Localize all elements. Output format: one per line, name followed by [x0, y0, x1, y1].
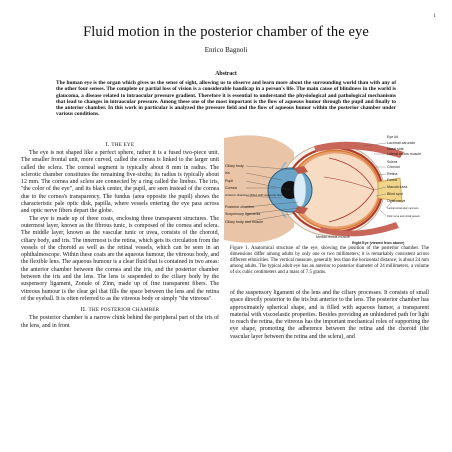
label-pupil: Pupil: [225, 179, 233, 183]
label-iris: Iris: [225, 171, 230, 175]
label-ciliary-body-muscle: Ciliary body and muscle: [225, 220, 264, 224]
label-choroid: Choroid: [387, 165, 400, 169]
label-lacrimal-caruncle: Lacrimal caruncle: [387, 141, 416, 145]
left-column: [21, 140, 219, 330]
section-numeral: I.: [105, 142, 110, 148]
section-title: THE EYE: [111, 142, 135, 148]
section-numeral: II.: [80, 307, 87, 314]
label-optic-nerve-vessels: [387, 215, 420, 218]
label-suspensory-ligaments: Suspensory ligaments: [225, 212, 261, 216]
label-fovea: Fovea: [387, 178, 397, 182]
label-medial-rectus: Medial rectus muscle: [316, 235, 350, 239]
eye-anatomy-figure: [224, 132, 434, 246]
label-blind-spot: Blind spot: [387, 192, 403, 196]
abstract-heading: Abstract: [215, 71, 237, 77]
label-right-eye-view: Right Eye (viewed from above): [352, 241, 405, 245]
label-central-retinal-artery: [387, 207, 419, 210]
label-optic-nerve: Optic nerve: [387, 199, 406, 203]
label-retina: Retina: [387, 172, 398, 176]
section-heading-eye: [21, 141, 219, 149]
page-number: 1: [433, 14, 436, 19]
section-title: THE POSTERIOR CHAMBER: [88, 307, 160, 314]
label-ciliary-body: Ciliary body: [225, 164, 244, 168]
section-heading-posterior-chamber: [21, 306, 219, 314]
right-column-text: of the suspensory ligament of the lens and the ciliary processes. It consists of small space directly posterior to the iris but anterior to the lens. The posterior chamber has approximately spherical shape, and is filled with aqueous humor, a transparent material with viscoelastic properties. Besides providing an unhindered path for light to reach the retina, the vitreous has the important mechanical roles of supporting the eye shape, promoting the adherence between the retina and the choroid (the vascular layer between the retina and the sclera), and: [230, 290, 429, 340]
label-eye-lid: Eye lid: [387, 135, 398, 139]
label-cornea: Cornea: [225, 186, 237, 190]
abstract-text: The human eye is the organ which gives us the sense of sight, allowing us to observe and learn more about the surrounding world than with any of the other four senses. The complete or partial loss of vision is a considerable handicap in a person's life. The main cause of blindness in the world is glaucoma, a disease related to intraocular pressure gradient. Therefore it is essential to understand the physiological and pathological mechanisms that lead to changes in intraocular pressure. Among these one of the most important is the flow of aqueous humor through the pupil and finally to the anterior chamber. In this work in particular is analyzed the pressure field and the flow of aqueous humor within the posterior chamber under various conditions.: [56, 80, 396, 118]
label-lateral-rectus: Lateral rectus muscle: [387, 152, 422, 156]
paper-author: Enrico Bagnoli: [204, 46, 248, 54]
figure-caption: Figure 1. Anatomical structure of the eye, showing the position of the posterior chamber. The dimensions differ among adults by only one or two millimeters; it is remarkably consistent across different ethnicities. The vertical measure, generally less than the horizontal distance, is about 24 mm among adults. The typical adult eye has an anterior to posterior diameter of 24 millimeters, a volume of six cubic centimeters and a mass of 7.5 grams.: [230, 246, 429, 275]
paragraph: The eye is made up of three coats, enclosing three transparent structures. The outermost layer, known as the fibrous tunic, is composed of the cornea and sclera. The middle layer, known as the vascular tunic or uvea, consists of the choroid, ciliary body, and iris. The innermost is the retina, which gets its circulation from the vessels of the choroid as well as the retinal vessels, which can be seen in an ophthalmoscope. Within these coats are the aqueous humour, the vitreous body, and the flexible lens. The aqueous humour is a clear fluid that is contained in two areas: the anterior chamber between the cornea and the iris, and the posterior chamber between the iris and the lens. The lens is suspended to the ciliary body by the suspensory ligament, Zonule of Zinn, made up of fine transparent fibers. The vitreous humour is the clear gel that fills the space between the lens and the retina of the eyeball. It is often referred to as the vitreous body or simply "the vitreous".: [21, 215, 219, 302]
paragraph: The posterior chamber is a narrow chink behind the peripheral part of the iris of the lens, and in front: [21, 315, 219, 329]
paragraph: The eye is not shaped like a perfect sphere, rather it is a fused two-piece unit. The smaller frontal unit, more curved, called the cornea is linked to the larger unit called the sclera. The corneal segment is typically about 8 mm in radius. The sclerotic chamber constitutes the remaining five-sixths; its radius is typically about 12 mm. The cornea and sclera are connected by a ring called the limbus. The iris, "the color of the eye", and its black center, the pupil, are seen instead of the cornea due to the cornea's transparency. The fundus (area opposite the pupil) shows the characteristic pale optic disk, papilla, where vessels entering the eye pass across and optic nerve fibers depart the globe.: [21, 150, 219, 215]
label-macula-lutea: Macula lutea: [387, 185, 408, 189]
paper-title: Fluid motion in the posterior chamber of the eye: [83, 24, 369, 40]
label-optic-nerve-vessels-text: Optic nerve and retinal vessels: [387, 215, 420, 218]
label-central-retinal-artery-text: Central retinal artery and vein: [387, 207, 419, 210]
label-posterior-chamber: Posterior chamber: [225, 205, 255, 209]
label-sclera: Sclera: [387, 160, 398, 164]
label-anterior-chamber: [225, 193, 287, 197]
label-anterior-chamber-text: Anterior chamber (filled with aqueous humor): [225, 193, 287, 197]
label-nasal-side: Nasal side: [387, 147, 404, 151]
lens-shape: [294, 173, 306, 207]
